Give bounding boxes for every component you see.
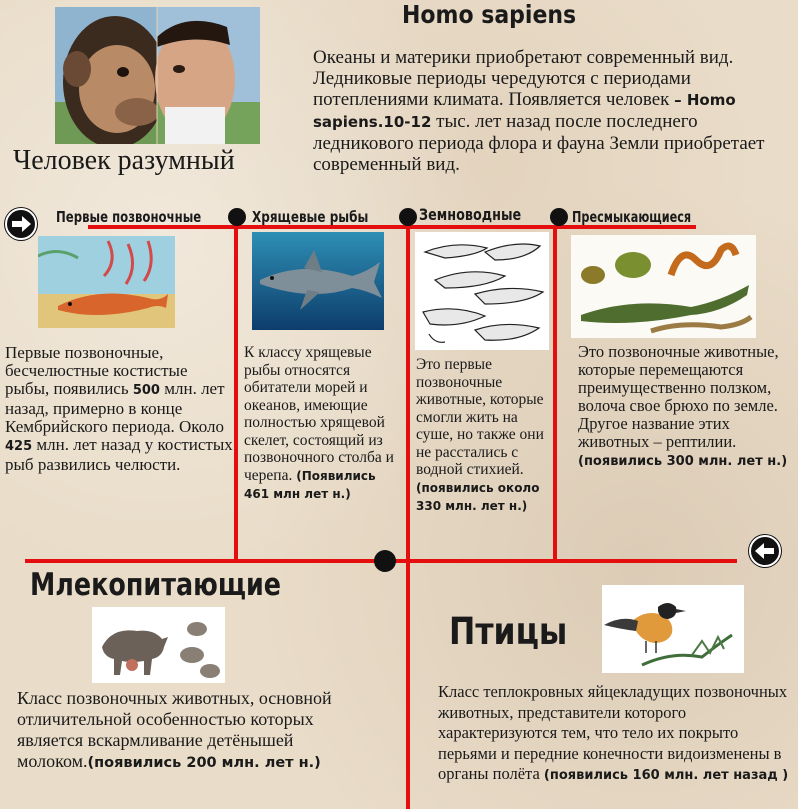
timeline-label-3: Земноводные — [419, 205, 522, 224]
divider-2 — [406, 225, 410, 809]
timeline-label-1: Первые позвоночные — [56, 208, 202, 226]
first-vertebrates-text: Первые позвоночные, бесчелюстные костистые рыбы, появились 500 млн. лет назад, примерно в конце Кембрийского периода. Около 425 млн. лет назад у костистых рыб развились челюсти. — [5, 343, 233, 474]
reptiles-text: Это позвоночные животные, которые перемещаются преимущественно ползком, волоча свое брюхо по земле. Другое название этих животных – рептилии. (появились 300 млн. лет н.) — [578, 342, 788, 469]
amphibians-image — [415, 232, 549, 350]
mammals-heading: Млекопитающие — [30, 567, 282, 603]
page-title: Homo sapiens — [402, 0, 577, 29]
reptiles-image — [571, 235, 756, 338]
intro-paragraph: Океаны и материки приобретают современный вид. Ледниковые периоды чередуются с периодами потеплениями климата. Появляется человек – Homo sapiens.10-12 тыс. лет назад после последнего ледникового периода флора и фауна Земли приобретает современный вид. — [313, 47, 765, 175]
mammals-image — [92, 607, 225, 683]
human-chimp-image — [55, 7, 260, 144]
bird-image — [602, 585, 744, 673]
timeline-label-2: Хрящевые рыбы — [252, 208, 369, 226]
human-label: Человек разумный — [13, 145, 235, 176]
shark-image — [252, 232, 384, 330]
mammals-text: Класс позвоночных животных, основной отличительной особенностью которых является вскармливание детёнышей молоком.(появились 200 млн. лет н.) — [17, 688, 332, 771]
arrow-left-icon[interactable] — [748, 534, 782, 568]
arrow-right-icon[interactable] — [4, 207, 38, 241]
timeline-dot-center — [374, 550, 396, 572]
amphibians-text: Это первые позвоночные животные, которые смогли жить на суше, но также они не расстались с водной стихией. (появились около 330 млн. лет н.) — [416, 356, 544, 513]
cartilaginous-text: К классу хрящевые рыбы относятся обитатели морей и океанов, имеющие полностью хрящевой скелет, состоящий из позвоночного столба и черепа. (Появились 461 млн лет н.) — [244, 344, 394, 501]
early-fish-image — [38, 236, 175, 328]
timeline-dot-2 — [399, 208, 417, 226]
divider-1 — [234, 225, 238, 562]
birds-heading: Птицы — [449, 610, 568, 653]
timeline-label-4: Пресмыкающиеся — [572, 208, 692, 226]
timeline-dot-3 — [550, 208, 568, 226]
birds-text: Класс теплокровных яйцекладущих позвоночных животных, представители которого характеризуются тем, что тело их покрыто перьями и передние конечности видоизменены в органы полёта (появились 160 млн. лет назад ) — [438, 682, 789, 783]
